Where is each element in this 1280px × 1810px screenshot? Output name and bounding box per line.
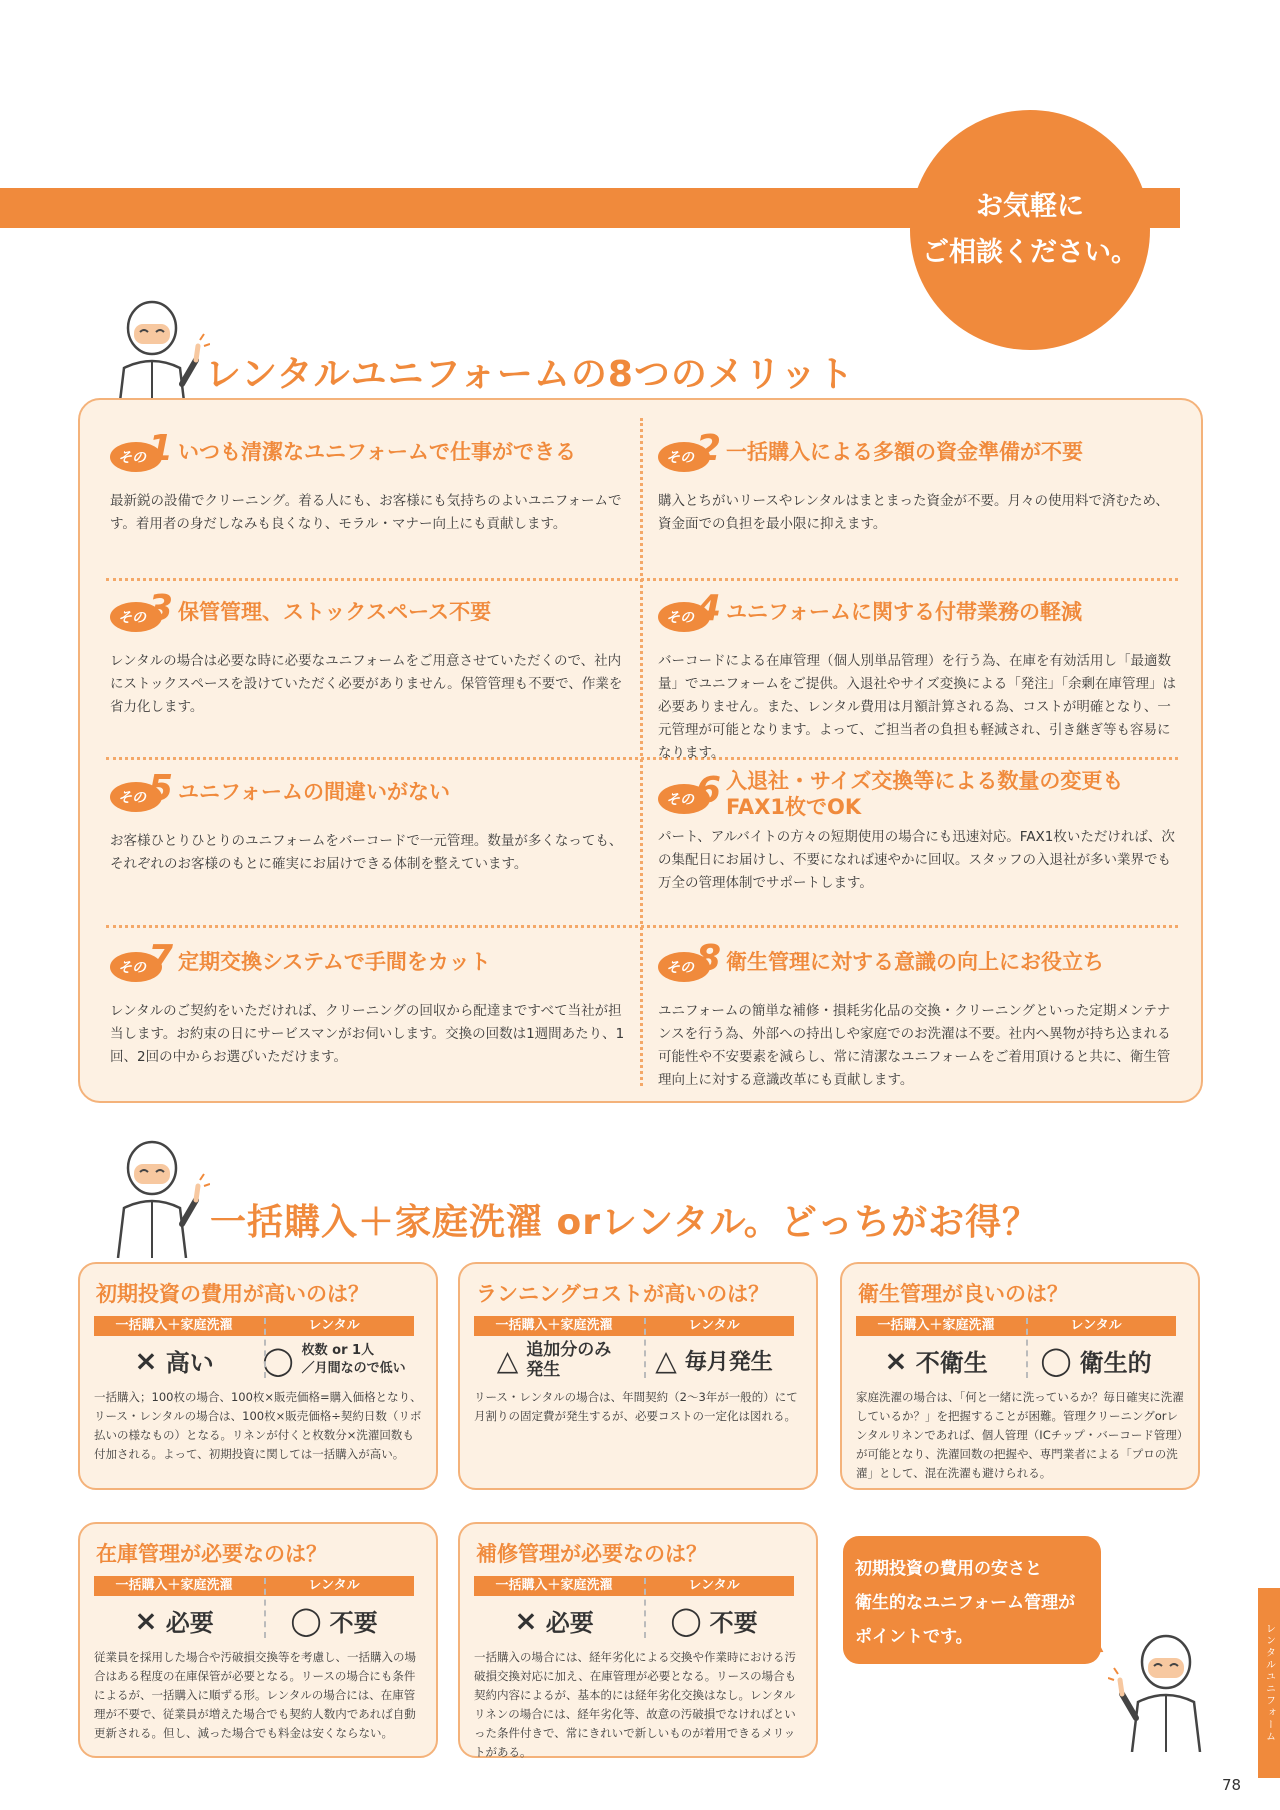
purchase-label: 一括購入＋家庭洗濯 bbox=[94, 1316, 254, 1336]
card-title: 在庫管理が必要なのは？ bbox=[96, 1542, 327, 1566]
merit-number-badge: その 2 bbox=[658, 430, 726, 474]
section1-title: レンタルユニフォームの8つのメリット bbox=[205, 354, 855, 395]
card-body: リース・レンタルの場合は、年間契約（2〜3年が一般的）にて月割りの固定費が発生するが、必要コストの一定化は図れる。 bbox=[474, 1390, 798, 1423]
rental-label: レンタル bbox=[254, 1576, 414, 1596]
bubble-line2: 衛生的なユニフォーム管理が bbox=[855, 1593, 1076, 1613]
cross-icon: × bbox=[134, 1603, 158, 1637]
compare-card-hygiene bbox=[840, 1262, 1200, 1490]
row-divider bbox=[106, 925, 1178, 928]
triangle-icon: △ bbox=[496, 1343, 519, 1377]
column-divider bbox=[640, 418, 643, 1086]
card-body: 家庭洗濯の場合は、「何と一緒に洗っているか？毎日確実に洗濯しているか？」を把握することが困難。管理クリーニングorレンタルリネンであれば、個人管理（ICチップ・バーコード管理）が可能となり、洗濯回数の把握や、専門業者による「プロの洗濯」として、混在洗濯も避けられる。 bbox=[856, 1390, 1184, 1480]
merit-3 bbox=[110, 590, 630, 719]
merit-number-badge: その 4 bbox=[658, 590, 726, 634]
speech-bubble bbox=[843, 1536, 1101, 1664]
merit-body: 購入とちがいリースやレンタルはまとまった資金が不要。月々の使用料で済むため、資金面での負担を最小限に抑えます。 bbox=[658, 493, 1169, 532]
merit-1 bbox=[110, 430, 630, 536]
merit-body: ユニフォームの簡単な補修・損耗劣化品の交換・クリーニングといった定期メンテナンスを行う為、外部への持出しや家庭でのお洗濯は不要。社内へ異物が持ち込まれる可能性や不安要素を減らし、常に清潔なユニフォームをご着用頂けると共に、衛生管理向上に対する意識改革にも貢献します。 bbox=[658, 1003, 1171, 1088]
purchase-result: 追加分のみ 発生 bbox=[526, 1339, 612, 1380]
merit-title: 入退社・サイズ交換等による数量の変更もFAX1枚でOK bbox=[726, 768, 1124, 819]
compare-card-repair bbox=[458, 1522, 818, 1758]
card-title: 初期投資の費用が高いのは？ bbox=[96, 1282, 369, 1306]
merit-body: 最新鋭の設備でクリーニング。着る人にも、お客様にも気持ちのよいユニフォームです。着用者の身だしなみも良くなり、モラル・マナー向上にも貢献します。 bbox=[110, 493, 622, 532]
merit-title: いつも清潔なユニフォームで仕事ができる bbox=[178, 439, 576, 464]
circle-icon: ◯ bbox=[262, 1343, 294, 1377]
merit-body: レンタルのご契約をいただければ、クリーニングの回収から配達まですべて当社が担当します。お約束の日にサービスマンがお伺いします。交換の回数は1週間あたり、1回、2回の中からお選びいただけます。 bbox=[110, 1003, 625, 1065]
card-title: 衛生管理が良いのは？ bbox=[858, 1282, 1068, 1306]
staff-illustration bbox=[110, 1138, 210, 1258]
bubble-line1: 初期投資の費用の安さと bbox=[855, 1559, 1042, 1579]
purchase-label: 一括購入＋家庭洗濯 bbox=[94, 1576, 254, 1596]
merit-title: 一括購入による多額の資金準備が不要 bbox=[726, 439, 1083, 464]
card-body: 一括購入の場合には、経年劣化による交換や作業時における汚破損交換対応に加え、在庫管理が必要となる。リースの場合も契約内容によるが、基本的には経年劣化交換はなし。レンタルリネンの場合には、経年劣化等、故意の汚破損でなければといった条件付きで、常にきれいで新しいものが着用できるメリットがある。 bbox=[474, 1650, 797, 1759]
staff-person-icon bbox=[1108, 1632, 1208, 1752]
merits-panel bbox=[78, 398, 1203, 1103]
rental-label: レンタル bbox=[254, 1316, 414, 1336]
page-number: 78 bbox=[1222, 1776, 1242, 1794]
rental-result: 枚数 or 1人 ／月間なので低い bbox=[301, 1343, 406, 1376]
purchase-label: 一括購入＋家庭洗濯 bbox=[474, 1316, 634, 1336]
card-body: 従業員を採用した場合や汚破損交換等を考慮し、一括購入の場合はある程度の在庫保管が必要となる。リースの場合にも条件によるが、一括購入に順ずる形。レンタルの場合には、在庫管理が不要で、従業員が増えた場合でも契約人数内であれば自動更新される。但し、減った場合でも料金は安くならない。 bbox=[94, 1650, 416, 1740]
merit-body: お客様ひとりひとりのユニフォームをバーコードで一元管理。数量が多くなっても、それぞれのお客様のもとに確実にお届けできる体制を整えています。 bbox=[110, 833, 623, 872]
bubble-line3: ポイントです。 bbox=[855, 1627, 973, 1647]
merit-number-badge: その 6 bbox=[658, 772, 726, 816]
cross-icon: × bbox=[884, 1343, 908, 1377]
purchase-result: 必要 bbox=[545, 1608, 594, 1637]
merit-title: ユニフォームに関する付帯業務の軽減 bbox=[726, 599, 1082, 624]
consult-line2: ご相談ください。 bbox=[922, 237, 1138, 268]
merit-title: 保管管理、ストックスペース不要 bbox=[178, 599, 492, 624]
circle-icon: ◯ bbox=[670, 1603, 702, 1637]
card-title: 補修管理が必要なのは？ bbox=[476, 1542, 707, 1566]
merit-body: パート、アルバイトの方々の短期使用の場合にも迅速対応。FAX1枚いただければ、次の集配日にお届けし、不要になれば速やかに回収。スタッフの入退社が多い業界でも万全の管理体制でサポートします。 bbox=[658, 829, 1175, 891]
merit-5 bbox=[110, 770, 630, 876]
cross-icon: × bbox=[514, 1603, 538, 1637]
card-body: 一括購入；100枚の場合、100枚×販売価格=購入価格となり、リース・レンタルの場合は、100枚×販売価格÷契約日数（リボ払いの様なもの）となる。リネンが付くと枚数分×洗濯回数も付加される。よって、初期投資に関しては一括購入が高い。 bbox=[94, 1390, 422, 1461]
merit-title: ユニフォームの間違いがない bbox=[178, 779, 450, 804]
rental-label: レンタル bbox=[634, 1316, 794, 1336]
merit-7 bbox=[110, 940, 630, 1069]
rental-result: 毎月発生 bbox=[684, 1349, 773, 1375]
merit-4 bbox=[658, 590, 1178, 765]
merit-body: レンタルの場合は必要な時に必要なユニフォームをご用意させていただくので、社内にストックスペースを設けていただく必要がありません。保管管理も不要で、作業を省力化します。 bbox=[110, 653, 623, 715]
purchase-result: 不衛生 bbox=[915, 1348, 988, 1377]
merit-number-badge: その 7 bbox=[110, 940, 178, 984]
rental-label: レンタル bbox=[634, 1576, 794, 1596]
merit-6 bbox=[658, 770, 1178, 895]
rental-label: レンタル bbox=[1016, 1316, 1176, 1336]
triangle-icon: △ bbox=[655, 1343, 677, 1377]
purchase-label: 一括購入＋家庭洗濯 bbox=[856, 1316, 1016, 1336]
merit-number-badge: その 3 bbox=[110, 590, 178, 634]
consult-badge bbox=[910, 110, 1150, 350]
staff-person-icon bbox=[110, 1138, 210, 1258]
purchase-label: 一括購入＋家庭洗濯 bbox=[474, 1576, 634, 1596]
merit-2 bbox=[658, 430, 1178, 536]
rental-result: 衛生的 bbox=[1079, 1348, 1152, 1377]
rental-result: 不要 bbox=[709, 1608, 758, 1637]
circle-icon: ◯ bbox=[1040, 1343, 1072, 1377]
row-divider bbox=[106, 578, 1178, 581]
merit-number-badge: その 1 bbox=[110, 430, 178, 474]
side-index-tab: レンタルユニフォーム bbox=[1258, 1588, 1280, 1778]
compare-card-initial-cost bbox=[78, 1262, 438, 1490]
circle-icon: ◯ bbox=[290, 1603, 322, 1637]
merit-number-badge: その 8 bbox=[658, 940, 726, 984]
compare-card-inventory bbox=[78, 1522, 438, 1758]
rental-result: 不要 bbox=[329, 1608, 378, 1637]
staff-illustration bbox=[1108, 1632, 1208, 1752]
merit-title: 衛生管理に対する意識の向上にお役立ち bbox=[726, 949, 1104, 974]
consult-line1: お気軽に bbox=[976, 191, 1084, 223]
purchase-result: 必要 bbox=[165, 1608, 214, 1637]
merit-8 bbox=[658, 940, 1178, 1092]
merit-title: 定期交換システムで手間をカット bbox=[178, 949, 491, 974]
merit-number-badge: その 5 bbox=[110, 770, 178, 814]
purchase-result: 高い bbox=[165, 1348, 214, 1377]
card-title: ランニングコストが高いのは？ bbox=[476, 1282, 770, 1306]
cross-icon: × bbox=[134, 1343, 158, 1377]
section2-title: 一括購入＋家庭洗濯 orレンタル。どっちがお得？ bbox=[210, 1202, 1040, 1243]
merit-body: バーコードによる在庫管理（個人別単品管理）を行う為、在庫を有効活用し「最適数量」でユニフォームをご提供。入退社やサイズ変換による「発注」「余剰在庫管理」は必要ありません。また、レンタル費用は月額計算される為、コストが明確となり、一元管理が可能となります。よって、ご担当者の負担も軽減され、引き継ぎ等も容易になります。 bbox=[658, 653, 1176, 761]
compare-card-running-cost bbox=[458, 1262, 818, 1490]
